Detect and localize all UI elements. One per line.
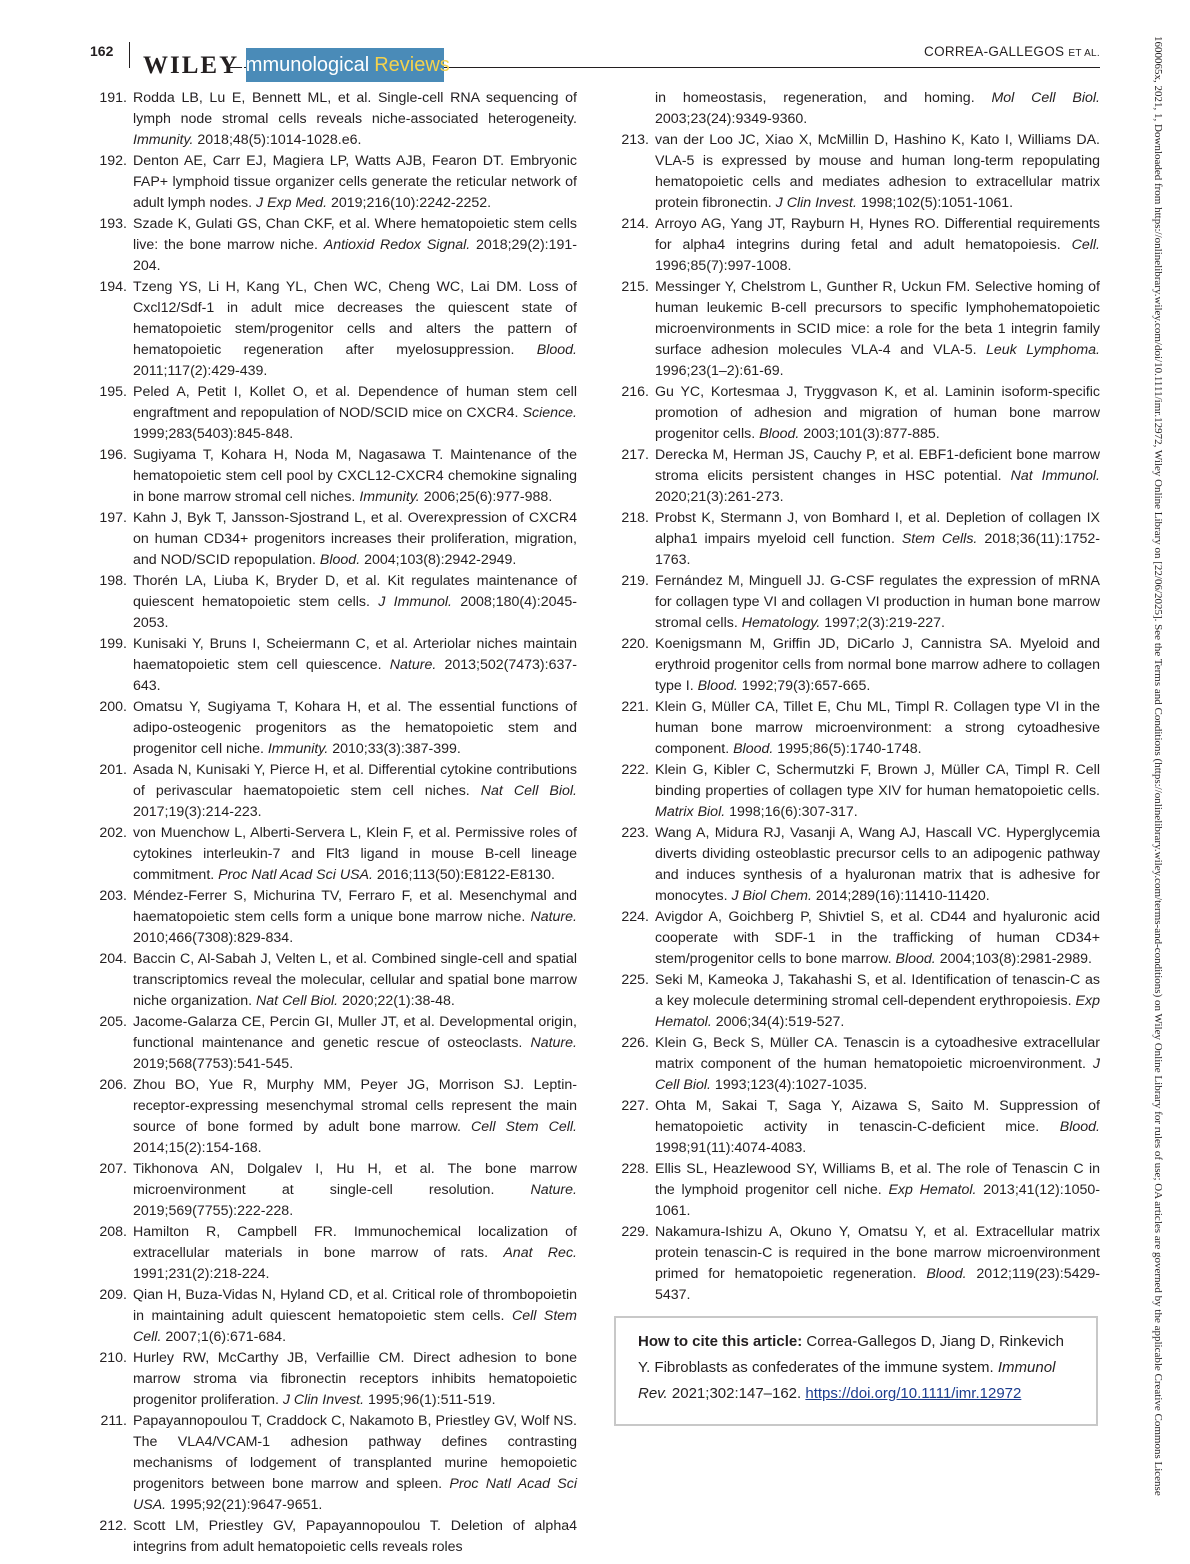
reference-details: 1997;2(3):219-227. [820,615,945,631]
reference-details: 2008;180(4):2045-2053. [133,594,577,631]
reference-item [612,1222,1100,1306]
reference-text: in homeostasis, regeneration, and homing. [655,90,992,106]
reference-item [612,382,1100,445]
citation-details: 2021;302:147–162. [667,1385,806,1402]
reference-journal: J Cell Biol. [655,1056,1100,1093]
reference-number: 207. [99,1161,127,1177]
reference-text: Ohta M, Sakai T, Saga Y, Aizawa S, Saito M. Suppression of hematopoietic activity in tenascin-C-deficient mice. [655,1098,1100,1135]
reference-number: 201. [99,762,127,778]
reference-text: Hamilton R, Campbell FR. Immunochemical localization of extracellular materials in bone marrow of rats. [133,1224,577,1261]
reference-item [612,277,1100,382]
reference-number: 217. [621,447,649,463]
reference-details: 1995;96(1):511-519. [364,1392,496,1408]
reference-text: Zhou BO, Yue R, Murphy MM, Peyer JG, Morrison SJ. Leptin-receptor-expressing mesenchymal stromal cells represent the main source of bone formed by adult bone marrow. [133,1077,577,1135]
reference-column-right [612,88,1100,1306]
reference-journal: Blood. [895,951,936,967]
reference-item [612,445,1100,508]
reference-number: 223. [621,825,649,841]
reference-item [90,382,577,445]
reference-details: 2019;568(7753):541-545. [133,1056,294,1072]
reference-journal: Proc Natl Acad Sci USA. [218,867,373,883]
reference-number: 227. [621,1098,649,1114]
reference-text: Szade K, Gulati GS, Chan CKF, et al. Where hematopoietic stem cells live: the bone marrow niche. [133,216,577,253]
reference-item [612,571,1100,634]
reference-details: 1996;23(1–2):61-69. [655,363,784,379]
citation-journal: Immunol Rev. [638,1359,1056,1402]
reference-item [612,88,1100,130]
reference-text: Avigdor A, Goichberg P, Shivtiel S, et al. CD44 and hyaluronic acid cooperate with SDF-1 in the trafficking of human CD34+ stem/progenitor cells to bone marrow. [655,909,1100,967]
reference-number: 200. [99,699,127,715]
reference-item [90,1285,577,1348]
reference-journal: Leuk Lymphoma. [985,342,1100,358]
reference-journal: Mol Cell Biol. [991,90,1100,106]
reference-details: 2006;25(6):977-988. [419,489,553,505]
reference-column-left [90,88,577,1558]
reference-item [90,823,577,886]
reference-item [612,1096,1100,1159]
reference-item [612,214,1100,277]
reference-journal: Immunity. [133,132,194,148]
reference-details: 1996;85(7):997-1008. [655,258,792,274]
reference-details: 2011;117(2):429-439. [133,363,268,379]
reference-details: 1999;283(5403):845-848. [133,426,294,442]
reference-journal: Blood. [697,678,738,694]
reference-text: Kunisaki Y, Bruns I, Scheiermann C, et al. Arteriolar niches maintain haematopoietic stem cell quiescence. [133,636,577,673]
reference-journal: Antioxid Redox Signal. [323,237,471,253]
reference-number: 210. [99,1350,127,1366]
reference-text: Jacome-Galarza CE, Percin GI, Muller JT, et al. Developmental origin, functional maintenance and genetic rescue of osteoclasts. [133,1014,577,1051]
reference-journal: Immunity. [267,741,329,757]
reference-details: 2014;15(2):154-168. [133,1140,262,1156]
reference-number: 216. [621,384,649,400]
reference-text: Gu YC, Kortesmaa J, Tryggvason K, et al. Laminin isoform-specific promotion of adhesion and migration of human bone marrow progenitor cells. [655,384,1100,442]
reference-number: 213. [621,132,649,148]
reference-text: Messinger Y, Chelstrom L, Gunther R, Uckun FM. Selective homing of human leukemic B-cell precursors to specific lymphohematopoietic microenvironments in SCID mice: a role for the beta 1 integrin family surface adhesion molecules VLA-4 and VLA-5. [655,279,1100,358]
reference-details: 2019;569(7755):222-228. [133,1203,294,1219]
reference-number: 211. [100,1413,127,1429]
reference-journal: Immunity. [359,489,420,505]
reference-number: 194. [99,279,127,295]
reference-details: 1995;92(21):9647-9651. [166,1497,323,1513]
reference-item [612,970,1100,1033]
reference-text: Probst K, Stermann J, von Bomhard I, et al. Depletion of collagen IX alpha1 impairs myeloid cell function. [655,510,1100,547]
reference-number: 214. [621,216,649,232]
reference-journal: Blood. [733,741,774,757]
reference-journal: Science. [522,405,577,421]
reference-text: Nakamura-Ishizu A, Okuno Y, Omatsu Y, et al. Extracellular matrix protein tenascin-C is required in the bone marrow microenvironment primed for hematopoietic regeneration. [655,1224,1100,1282]
reference-number: 224. [621,909,649,925]
reference-number: 202. [99,825,127,841]
reference-number: 197. [99,510,127,526]
reference-journal: Nat Cell Biol. [480,783,577,799]
reference-number: 219. [621,573,649,589]
reference-number: 208. [99,1224,127,1240]
reference-item [90,1516,577,1558]
reference-number: 191. [99,90,127,106]
download-notice-text: 1600065x, 2021, 1, Downloaded from https://onlinelibrary.wiley.com/doi/10.1111/imr.12972, Wiley Online Library on [22/06/2025]. See the Terms and Conditions (https://onlinelibrary.wiley.com/terms-and-conditions) on Wiley Online Library for rules of use; OA articles are governed by the applicable Creative Commons License [1152,36,1164,1496]
journal-name-part1: Immunological [240,53,370,76]
reference-journal: Blood. [536,342,577,358]
reference-item [90,1411,577,1516]
header-divider [129,42,130,68]
reference-text: Thorén LA, Liuba K, Bryder D, et al. Kit regulates maintenance of quiescent hematopoietic stem cells. [133,573,577,610]
citation-text: Correa-Gallegos D, Jiang D, Rinkevich Y. Fibroblasts as confederates of the immune system. [638,1333,1064,1376]
reference-number: 195. [99,384,127,400]
reference-details: 1995;86(5):1740-1748. [773,741,922,757]
reference-number: 196. [99,447,127,463]
reference-text: Denton AE, Carr EJ, Magiera LP, Watts AJB, Fearon DT. Embryonic FAP+ lymphoid tissue organizer cells generate the reticular network of adult lymph nodes. [133,153,577,211]
reference-text: Fernández M, Minguell JJ. G-CSF regulates the expression of mRNA for collagen type VI and collagen VI production in human bone marrow stromal cells. [655,573,1100,631]
reference-item [90,1159,577,1222]
running-head-authors: CORREA-GALLEGOS [924,44,1069,59]
reference-number: 215. [621,279,649,295]
reference-item [90,445,577,508]
reference-text: Koenigsmann M, Griffin JD, DiCarlo J, Cannistra SA. Myeloid and erythroid progenitor cells from normal bone marrow adhere to collagen type I. [655,636,1100,694]
reference-text: Sugiyama T, Kohara H, Noda M, Nagasawa T. Maintenance of the hematopoietic stem cell pool by CXCL12-CXCR4 chemokine signaling in bone marrow stromal cell niches. [133,447,577,505]
reference-journal: Exp Hematol. [888,1182,977,1198]
reference-text: Klein G, Kibler C, Schermutzki F, Brown J, Müller CA, Timpl R. Cell binding properties of collagen type XIV for human hematopoietic cells. [655,762,1100,799]
reference-number: 225. [621,972,649,988]
reference-text: Peled A, Petit I, Kollet O, et al. Dependence of human stem cell engraftment and repopulation of NOD/SCID mice on CXCR4. [133,384,577,421]
reference-number: 229. [621,1224,649,1240]
reference-number: 226. [621,1035,649,1051]
reference-journal: Proc Natl Acad Sci USA. [133,1476,578,1513]
reference-number: 204. [99,951,127,967]
reference-item [90,886,577,949]
reference-number: 198. [99,573,127,589]
reference-journal: Hematology. [741,615,821,631]
reference-item [90,1012,577,1075]
reference-details: 2018;48(5):1014-1028.e6. [193,132,362,148]
reference-text: Arroyo AG, Yang JT, Rayburn H, Hynes RO. Differential requirements for alpha4 integrins during fetal and adult hematopoiesis. [655,216,1100,253]
reference-details: 1998;91(11):4074-4083. [655,1140,807,1156]
reference-details: 2013;41(12):1050-1061. [655,1182,1100,1219]
wiley-logo: WILEY [143,52,240,79]
reference-item [90,151,577,214]
reference-text: Tzeng YS, Li H, Kang YL, Chen WC, Cheng WC, Lai DM. Loss of Cxcl12/Sdf-1 in adult mice decreases the quiescent state of hematopoietic stem/progenitor cells and alters the pattern of hematopoietic regeneration after myelosuppression. [133,279,577,358]
reference-item [612,130,1100,214]
citation-box [614,1316,1098,1426]
reference-item [612,907,1100,970]
reference-number: 193. [99,216,127,232]
page-number: 162 [90,43,114,59]
running-head [924,44,1100,59]
reference-text: Scott LM, Priestley GV, Papayannopoulou T. Deletion of alpha4 integrins from adult hematopoietic cells reveals roles [133,1518,577,1555]
reference-text: Hurley RW, McCarthy JB, Verfaillie CM. Direct adhesion to bone marrow stroma via fibronectin receptors inhibits hematopoietic progenitor proliferation. [133,1350,577,1408]
reference-number: 199. [99,636,127,652]
reference-item [90,508,577,571]
reference-item [90,1222,577,1285]
reference-details: 2004;103(8):2981-2989. [935,951,1092,967]
reference-journal: J Biol Chem. [731,888,812,904]
reference-text: Rodda LB, Lu E, Bennett ML, et al. Single-cell RNA sequencing of lymph node stromal cells reveals niche-associated heterogeneity. [133,90,577,127]
reference-number: 192. [99,153,127,169]
reference-text: Seki M, Kameoka J, Takahashi S, et al. Identification of tenascin-C as a key molecule determining stromal cell-dependent erythropoiesis. [655,972,1100,1009]
page-header [0,0,1190,90]
reference-number: 221. [621,699,649,715]
reference-number: 212. [99,1518,127,1534]
reference-text: Asada N, Kunisaki Y, Pierce H, et al. Differential cytokine contributions of perivascular haematopoietic stem cell niches. [133,762,577,799]
reference-text: Baccin C, Al-Sabah J, Velten L, et al. Combined single-cell and spatial transcriptomics reveal the molecular, cellular and spatial bone marrow niche organization. [133,951,577,1009]
reference-number: 220. [621,636,649,652]
reference-details: 2007;1(6):671-684. [161,1329,287,1345]
reference-journal: Nature. [530,1182,577,1198]
reference-item [90,760,577,823]
reference-details: 2016;113(50):E8122-E8130. [372,867,555,883]
reference-details: 1992;79(3):657-665. [737,678,871,694]
reference-item [612,760,1100,823]
reference-item [90,1075,577,1159]
reference-text: Qian H, Buza-Vidas N, Hyland CD, et al. Critical role of thrombopoietin in maintaining adult quiescent hematopoietic stem cells. [133,1287,577,1324]
reference-text: Kahn J, Byk T, Jansson-Sjostrand L, et al. Overexpression of CXCR4 on human CD34+ progenitors increases their proliferation, migration, and NOD/SCID repopulation. [133,510,577,568]
reference-journal: Anat Rec. [503,1245,577,1261]
reference-text: Papayannopoulou T, Craddock C, Nakamoto B, Priestley GV, Wolf NS. The VLA4/VCAM-1 adhesion pathway defines contrasting mechanisms of lodgement of transplanted murine hemopoietic progenitors between bone marrow and spleen. [133,1413,577,1492]
reference-details: 2019;216(10):2242-2252. [327,195,492,211]
reference-journal: Nature. [530,1035,577,1051]
reference-journal: Cell. [1071,237,1100,253]
reference-details: 2004;103(8):2942-2949. [360,552,517,568]
reference-journal: Stem Cells. [901,531,978,547]
reference-item [90,571,577,634]
reference-item [90,949,577,1012]
reference-journal: Blood. [319,552,361,568]
reference-item [90,214,577,277]
reference-journal: Cell Stem Cell. [471,1119,577,1135]
journal-name-part2: Reviews [374,53,450,76]
reference-item [612,1159,1100,1222]
reference-journal: Cell Stem Cell. [133,1308,577,1345]
reference-item [90,634,577,697]
reference-journal: Nat Cell Biol. [256,993,339,1009]
journal-badge [240,48,450,82]
reference-journal: J Immunol. [378,594,452,610]
reference-details: 2018;36(11):1752-1763. [655,531,1101,568]
reference-details: 2006;34(4):519-527. [711,1014,845,1030]
reference-text: Omatsu Y, Sugiyama T, Kohara H, et al. The essential functions of adipo-osteogenic progenitors as the hematopoietic stem and progenitor cell niche. [133,699,577,757]
reference-journal: Blood. [759,426,800,442]
reference-journal: Exp Hematol. [655,993,1100,1030]
reference-item [612,508,1100,571]
reference-text: von Muenchow L, Alberti-Servera L, Klein F, et al. Permissive roles of cytokines interleukin-7 and Flt3 ligand in mouse B-cell lineage commitment. [133,825,577,883]
reference-item [90,88,577,151]
reference-details: 1998;102(5):1051-1061. [856,195,1014,211]
reference-item [612,634,1100,697]
reference-item [612,1033,1100,1096]
reference-details: 2017;19(3):214-223. [133,804,262,820]
reference-journal: J Clin Invest. [775,195,857,211]
reference-number: 205. [99,1014,127,1030]
reference-journal: J Clin Invest. [282,1392,365,1408]
reference-number: 203. [99,888,127,904]
reference-details: 2003;23(24):9349-9360. [655,111,808,127]
reference-details: 2014;289(16):11410-11420. [811,888,990,904]
reference-text: Wang A, Midura RJ, Vasanji A, Wang AJ, Hascall VC. Hyperglycemia diverts dividing osteoblastic precursor cells to an adipogenic pathway and induces synthesis of a hyaluronan matrix that is adhesive for monocytes. [655,825,1100,904]
reference-text: van der Loo JC, Xiao X, McMillin D, Hashino K, Kato I, Williams DA. VLA-5 is expressed by mouse and human long-term repopulating hematopoietic cells and mediates adhesion to extracellular matrix protein fibronectin. [655,132,1100,211]
reference-journal: Blood. [926,1266,967,1282]
reference-details: 2010;33(3):387-399. [328,741,461,757]
reference-item [612,823,1100,907]
reference-item [612,697,1100,760]
reference-text: Méndez-Ferrer S, Michurina TV, Ferraro F, et al. Mesenchymal and haematopoietic stem cells form a unique bone marrow niche. [133,888,577,925]
reference-journal: Matrix Biol. [655,804,726,820]
reference-item [90,697,577,760]
reference-text: Tikhonova AN, Dolgalev I, Hu H, et al. The bone marrow microenvironment at single-cell resolution. [133,1161,577,1198]
reference-text: Klein G, Beck S, Müller CA. Tenascin is a cytoadhesive extracellular matrix component of the human hematopoietic microenvironment. [655,1035,1100,1072]
reference-number: 222. [621,762,649,778]
reference-details: 1991;231(2):218-224. [133,1266,270,1282]
reference-details: 2010;466(7308):829-834. [133,930,294,946]
reference-details: 1998;16(6):307-317. [725,804,858,820]
reference-details: 2018;29(2):191-204. [133,237,578,274]
reference-number: 228. [621,1161,649,1177]
reference-journal: J Exp Med. [256,195,328,211]
reference-journal: Blood. [1059,1119,1100,1135]
reference-number: 209. [99,1287,127,1303]
reference-number: 206. [99,1077,127,1093]
reference-details: 2020;21(3):261-273. [655,489,784,505]
reference-details: 1993;123(4):1027-1035. [710,1077,868,1093]
reference-details: 2013;502(7473):637-643. [133,657,577,694]
reference-text: Ellis SL, Heazlewood SY, Williams B, et al. The role of Tenascin C in the lymphoid progenitor cell niche. [655,1161,1100,1198]
running-head-etal: ET AL. [1068,48,1100,59]
reference-journal: Nature. [389,657,437,673]
download-notice [1148,36,1168,1536]
reference-text: Derecka M, Herman JS, Cauchy P, et al. EBF1-deficient bone marrow stroma elicits persistent changes in HSC potential. [655,447,1100,484]
reference-item [90,1348,577,1411]
reference-details: 2003;101(3):877-885. [799,426,940,442]
reference-journal: Nature. [530,909,577,925]
reference-item [90,277,577,382]
reference-number: 218. [621,510,649,526]
reference-details: 2012;119(23):5429-5437. [655,1266,1100,1303]
doi-link[interactable]: https://doi.org/10.1111/imr.12972 [805,1385,1022,1402]
reference-details: 2020;22(1):38-48. [338,993,455,1009]
reference-journal: Nat Immunol. [1010,468,1100,484]
citation-label: How to cite this article: [638,1333,803,1350]
reference-text: Klein G, Müller CA, Tillet E, Chu ML, Timpl R. Collagen type VI in the human bone marrow microenvironment: a strong cytoadhesive component. [655,699,1100,757]
